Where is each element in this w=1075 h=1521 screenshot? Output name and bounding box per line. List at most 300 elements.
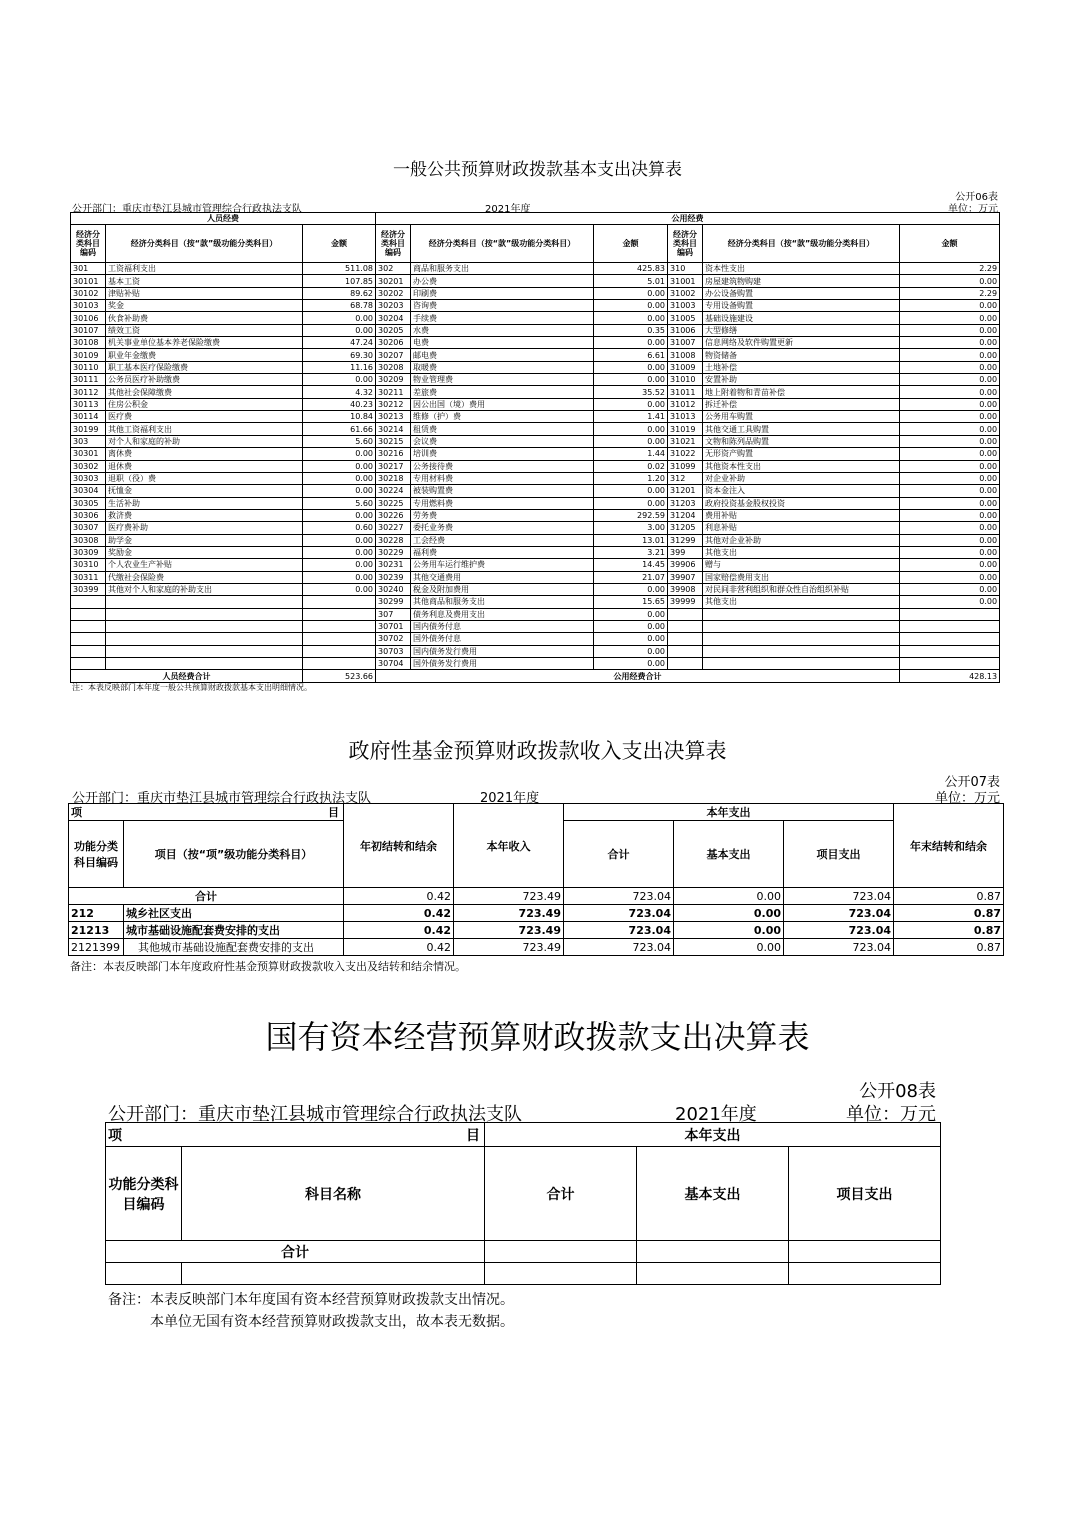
t06-col1-amount: 5.60	[303, 497, 376, 509]
t06-row	[71, 287, 1000, 299]
t07-row-value: 723.49	[454, 905, 564, 922]
t06-col3-amount: 0.00	[900, 423, 1000, 435]
t07-total-basic: 0.00	[674, 888, 784, 905]
t06-row	[71, 349, 1000, 361]
t06-col3-code: 31201	[668, 485, 703, 497]
t06-col1-name: 奖励金	[106, 546, 303, 558]
t06-col3-name: 其他支出	[703, 596, 900, 608]
t06-col3-amount: 0.00	[900, 534, 1000, 546]
t06-col1-amount: 0.00	[303, 460, 376, 472]
t06-col3-amount	[900, 620, 1000, 632]
t08-empty-name	[182, 1263, 485, 1285]
t06-col2-code: 30206	[376, 337, 411, 349]
t06-col3-name: 安置补助	[703, 374, 900, 386]
t06-col2-code: 30209	[376, 374, 411, 386]
t06-col1-name: 退休费	[106, 460, 303, 472]
t06-col2-name: 劳务费	[411, 509, 594, 521]
t06-col3-name: 资本性支出	[703, 263, 900, 275]
t06-col3-amount: 0.00	[900, 509, 1000, 521]
t06-col2-name: 差旅费	[411, 386, 594, 398]
t06-col2-code: 30228	[376, 534, 411, 546]
t06-col3-code: 31007	[668, 337, 703, 349]
t06-col1-code: 30307	[71, 522, 106, 534]
t06-col1-code	[71, 596, 106, 608]
t07-h-income: 本年收入	[454, 804, 564, 888]
t06-row	[71, 583, 1000, 595]
t06-col3-code: 31203	[668, 497, 703, 509]
t06-col2-code: 30229	[376, 546, 411, 558]
t06-col1-name: 其他工资福利支出	[106, 423, 303, 435]
t06-col2-code: 30240	[376, 583, 411, 595]
t06-col2-amount: 35.52	[594, 386, 668, 398]
t06-col2-code: 302	[376, 263, 411, 275]
t07-h-project: 项目支出	[784, 821, 894, 888]
t06-col2-amount: 425.83	[594, 263, 668, 275]
t06-col3-amount: 2.29	[900, 263, 1000, 275]
t06-col3-amount: 0.00	[900, 497, 1000, 509]
t06-col1-code: 30306	[71, 509, 106, 521]
t06-col3-code: 31010	[668, 374, 703, 386]
t06-col2-name: 国内债务付息	[411, 620, 594, 632]
t06-row	[71, 398, 1000, 410]
t06-col3-code: 31002	[668, 287, 703, 299]
t06-col1-name: 公务员医疗补助缴费	[106, 374, 303, 386]
t06-col3-name: 其他支出	[703, 546, 900, 558]
t06-col3-name: 地上附着物和青苗补偿	[703, 386, 900, 398]
t06-col1-amount	[303, 620, 376, 632]
t06-col3-name: 专用设备购置	[703, 300, 900, 312]
t06-col3-code: 31005	[668, 312, 703, 324]
t06-col2-name: 取暖费	[411, 361, 594, 373]
t08-h-spend: 本年支出	[485, 1123, 941, 1147]
t08-h-item	[106, 1123, 485, 1147]
t06-col2-amount: 6.61	[594, 349, 668, 361]
t08-empty-code	[106, 1263, 182, 1285]
t06-col2-name: 工会经费	[411, 534, 594, 546]
t06-col3-code: 31013	[668, 411, 703, 423]
t06-col2-amount: 0.00	[594, 497, 668, 509]
t06-col3-name: 文物和陈列品购置	[703, 435, 900, 447]
t06-col1-amount: 0.00	[303, 374, 376, 386]
t06-col3-name: 其他对企业补助	[703, 534, 900, 546]
t06-col3-amount: 0.00	[900, 571, 1000, 583]
t08-empty-total	[485, 1263, 637, 1285]
t07-row-value: 0.42	[344, 939, 454, 956]
t06-title: 一般公共预算财政拨款基本支出决算表	[393, 160, 682, 180]
t06-col1-code: 30108	[71, 337, 106, 349]
t06-total-public-label: 公用经费合计	[376, 670, 900, 682]
t06-h-code-1: 经济分类科目编码	[71, 225, 106, 263]
t06-col1-name: 工资福利支出	[106, 263, 303, 275]
t08-total-row	[106, 1241, 941, 1263]
t07-table	[68, 803, 1004, 956]
t08-table	[105, 1122, 941, 1285]
t06-col3-name: 赠与	[703, 559, 900, 571]
t06-col2-amount: 0.00	[594, 300, 668, 312]
t06-col3-name: 其他交通工具购置	[703, 423, 900, 435]
t08-h-total: 合计	[485, 1147, 637, 1241]
t06-col3-code	[668, 608, 703, 620]
t08-empty-basic	[637, 1263, 789, 1285]
t06-col3-code: 31012	[668, 398, 703, 410]
t06-col2-amount: 0.00	[594, 645, 668, 657]
t07-row-value: 723.04	[784, 922, 894, 939]
t07-h-item-left: 项	[71, 806, 82, 819]
t08-year: 2021年度	[675, 1104, 757, 1125]
t06-row	[71, 497, 1000, 509]
t06-h-name-3: 经济分类科目（按“款”级功能分类科目）	[703, 225, 900, 263]
t07-total-project: 723.04	[784, 888, 894, 905]
t06-col1-amount: 0.00	[303, 559, 376, 571]
t06-col2-name: 因公出国（境）费用	[411, 398, 594, 410]
t06-col2-name: 专用材料费	[411, 472, 594, 484]
t06-col1-name: 医疗费	[106, 411, 303, 423]
t06-row	[71, 324, 1000, 336]
t06-col3-amount	[900, 608, 1000, 620]
t06-col2-name: 其他商品和服务支出	[411, 596, 594, 608]
t06-col1-name	[106, 596, 303, 608]
t06-col2-code: 30201	[376, 275, 411, 287]
t07-tag: 公开07表	[944, 775, 1000, 790]
t06-col3-amount: 0.00	[900, 398, 1000, 410]
t06-col1-amount: 0.00	[303, 324, 376, 336]
t08-basic-cell	[637, 1241, 789, 1263]
t06-col3-code: 310	[668, 263, 703, 275]
t06-col3-name: 公务用车购置	[703, 411, 900, 423]
t06-col2-name: 委托业务费	[411, 522, 594, 534]
t08-h-project: 项目支出	[789, 1147, 941, 1241]
t06-col3-amount: 0.00	[900, 411, 1000, 423]
t06-col2-amount: 3.00	[594, 522, 668, 534]
t06-col2-code: 30299	[376, 596, 411, 608]
t06-col1-code: 30199	[71, 423, 106, 435]
t06-col1-name: 助学金	[106, 534, 303, 546]
t07-row-value: 0.00	[674, 939, 784, 956]
t06-col1-amount: 0.00	[303, 509, 376, 521]
t06-col1-amount: 0.00	[303, 583, 376, 595]
t06-col1-amount	[303, 596, 376, 608]
t07-row	[69, 922, 1004, 939]
t06-col1-amount	[303, 645, 376, 657]
t06-col1-amount: 0.00	[303, 571, 376, 583]
t06-col3-name: 基础设施建设	[703, 312, 900, 324]
t06-col1-amount: 89.62	[303, 287, 376, 299]
t06-col3-amount: 0.00	[900, 472, 1000, 484]
t06-col3-code: 31001	[668, 275, 703, 287]
t06-col1-code: 30109	[71, 349, 106, 361]
t06-row	[71, 546, 1000, 558]
t06-col2-amount: 292.59	[594, 509, 668, 521]
t07-h-name: 项目（按“项”级功能分类科目）	[124, 821, 344, 888]
t06-col2-code: 30204	[376, 312, 411, 324]
t06-col1-name	[106, 633, 303, 645]
t06-col1-name: 津贴补贴	[106, 287, 303, 299]
t06-col3-name: 资本金注入	[703, 485, 900, 497]
t06-col3-name: 对企业补助	[703, 472, 900, 484]
t06-row	[71, 448, 1000, 460]
t06-col2-amount: 0.00	[594, 374, 668, 386]
t08-title: 国有资本经营预算财政拨款支出决算表	[265, 1018, 810, 1056]
t06-col1-amount: 4.32	[303, 386, 376, 398]
t06-col3-amount: 0.00	[900, 596, 1000, 608]
t06-col2-name: 水费	[411, 324, 594, 336]
t07-row-value: 723.04	[784, 905, 894, 922]
t06-col2-code: 307	[376, 608, 411, 620]
t06-col1-amount: 11.16	[303, 361, 376, 373]
t06-col3-code: 31099	[668, 460, 703, 472]
t06-col3-amount: 0.00	[900, 337, 1000, 349]
t08-h-item-left: 项	[108, 1127, 122, 1144]
t06-col1-code: 30399	[71, 583, 106, 595]
t06-col1-name: 职工基本医疗保险缴费	[106, 361, 303, 373]
t06-unit: 单位：万元	[948, 204, 998, 215]
t06-h-amount-2: 金额	[594, 225, 668, 263]
t07-row	[69, 939, 1004, 956]
t06-col1-amount: 10.84	[303, 411, 376, 423]
t06-total-person: 523.66	[303, 670, 376, 682]
t06-col2-name: 租赁费	[411, 423, 594, 435]
t06-col1-code: 30305	[71, 497, 106, 509]
t06-row	[71, 472, 1000, 484]
t06-col3-amount: 0.00	[900, 460, 1000, 472]
t07-unit: 单位：万元	[934, 791, 1000, 806]
t06-col2-code: 30202	[376, 287, 411, 299]
t06-row	[71, 312, 1000, 324]
t06-col3-amount: 0.00	[900, 275, 1000, 287]
t06-h-name-1: 经济分类科目（按“款”级功能分类科目）	[106, 225, 303, 263]
t06-h-name-2: 经济分类科目（按“款”级功能分类科目）	[411, 225, 594, 263]
t07-row-value: 0.42	[344, 905, 454, 922]
t06-col1-name: 对个人和家庭的补助	[106, 435, 303, 447]
t06-col1-name: 其他社会保障缴费	[106, 386, 303, 398]
t06-col1-amount: 0.00	[303, 546, 376, 558]
t07-total-begin: 0.42	[344, 888, 454, 905]
t06-col2-name: 福利费	[411, 546, 594, 558]
t06-col1-code: 30112	[71, 386, 106, 398]
t06-row	[71, 460, 1000, 472]
t06-col2-name: 债务利息及费用支出	[411, 608, 594, 620]
t06-col1-code: 30302	[71, 460, 106, 472]
t06-col1-name: 绩效工资	[106, 324, 303, 336]
t06-col1-amount: 0.00	[303, 534, 376, 546]
t06-col2-name: 商品和服务支出	[411, 263, 594, 275]
t08-total-cell	[485, 1241, 637, 1263]
t06-table	[70, 212, 1000, 683]
t06-col3-amount: 0.00	[900, 324, 1000, 336]
t06-col2-code: 30214	[376, 423, 411, 435]
t06-col1-amount: 68.78	[303, 300, 376, 312]
t06-col1-amount	[303, 658, 376, 670]
t06-col3-name: 大型修缮	[703, 324, 900, 336]
t06-col2-amount: 0.00	[594, 312, 668, 324]
t06-col1-code: 30311	[71, 571, 106, 583]
t06-col1-code: 30114	[71, 411, 106, 423]
t07-h-spend: 本年支出	[564, 804, 894, 821]
t06-group-person: 人员经费	[71, 213, 376, 225]
t06-col2-amount: 0.00	[594, 485, 668, 497]
t06-year: 2021年度	[485, 204, 531, 215]
t06-col2-name: 办公费	[411, 275, 594, 287]
t06-row	[71, 596, 1000, 608]
t07-row-name: 城市基础设施配套费安排的支出	[124, 922, 344, 939]
t06-col3-code: 31009	[668, 361, 703, 373]
t07-row-value: 0.87	[894, 905, 1004, 922]
t06-col1-amount: 5.60	[303, 435, 376, 447]
t07-h-end: 年末结转和结余	[894, 804, 1004, 888]
t06-col3-code	[668, 620, 703, 632]
t06-col2-code: 30205	[376, 324, 411, 336]
t08-unit: 单位：万元	[846, 1104, 936, 1125]
t06-col1-name: 基本工资	[106, 275, 303, 287]
t06-col3-amount: 0.00	[900, 485, 1000, 497]
t06-col3-code: 31021	[668, 435, 703, 447]
t06-tag: 公开06表	[955, 192, 998, 203]
t06-col2-amount: 13.01	[594, 534, 668, 546]
t06-col2-amount: 0.00	[594, 435, 668, 447]
t06-col1-amount: 47.24	[303, 337, 376, 349]
t06-col3-name: 对民间非营利组织和群众性自治组织补贴	[703, 583, 900, 595]
t06-col2-name: 其他交通费用	[411, 571, 594, 583]
t06-col2-amount: 14.45	[594, 559, 668, 571]
t07-total-label: 合计	[69, 888, 344, 905]
t06-col3-amount: 0.00	[900, 522, 1000, 534]
t06-col3-code: 39908	[668, 583, 703, 595]
t06-col1-amount	[303, 608, 376, 620]
t06-col2-name: 被装购置费	[411, 485, 594, 497]
t07-title: 政府性基金预算财政拨款收入支出决算表	[348, 739, 727, 763]
t06-col1-name	[106, 620, 303, 632]
t06-col2-code: 30211	[376, 386, 411, 398]
t06-col1-code	[71, 645, 106, 657]
t06-col1-amount: 69.30	[303, 349, 376, 361]
t06-h-amount-1: 金额	[303, 225, 376, 263]
t06-col3-code: 31299	[668, 534, 703, 546]
t06-col2-code: 30217	[376, 460, 411, 472]
t08-note2: 本单位无国有资本经营预算财政拨款支出，故本表无数据。	[150, 1314, 514, 1330]
t06-col3-amount: 0.00	[900, 546, 1000, 558]
t06-col1-amount	[303, 633, 376, 645]
t07-total-end: 0.87	[894, 888, 1004, 905]
t06-col2-code: 30703	[376, 645, 411, 657]
t06-col2-code: 30215	[376, 435, 411, 447]
t06-col2-name: 国外债务付息	[411, 633, 594, 645]
t06-col2-amount: 0.00	[594, 337, 668, 349]
t06-row	[71, 620, 1000, 632]
t06-row	[71, 275, 1000, 287]
t06-col1-code: 30308	[71, 534, 106, 546]
t08-h-item-right: 目	[466, 1127, 480, 1144]
t06-col3-code: 31022	[668, 448, 703, 460]
t06-col1-code: 30106	[71, 312, 106, 324]
t06-col1-name	[106, 645, 303, 657]
t06-col3-code: 31019	[668, 423, 703, 435]
t07-h-begin: 年初结转和结余	[344, 804, 454, 888]
t08-tag: 公开08表	[859, 1081, 936, 1102]
t06-col3-amount: 0.00	[900, 559, 1000, 571]
t06-col1-code: 30111	[71, 374, 106, 386]
t06-col1-name: 生活补助	[106, 497, 303, 509]
t08-h-name: 科目名称	[182, 1147, 485, 1241]
t06-col2-amount: 0.02	[594, 460, 668, 472]
t06-col2-name: 印刷费	[411, 287, 594, 299]
t06-col3-name	[703, 633, 900, 645]
t06-col2-amount: 0.00	[594, 658, 668, 670]
t06-col2-name: 手续费	[411, 312, 594, 324]
t06-col3-name	[703, 620, 900, 632]
t06-col1-amount: 0.00	[303, 485, 376, 497]
t08-h-code: 功能分类科目编码	[106, 1147, 182, 1241]
t06-note: 注：本表反映部门本年度一般公共预算财政拨款基本支出明细情况。	[72, 683, 312, 692]
t06-col2-code: 30226	[376, 509, 411, 521]
t06-col1-code: 30309	[71, 546, 106, 558]
t06-col1-code: 30113	[71, 398, 106, 410]
t06-col2-name: 公务用车运行维护费	[411, 559, 594, 571]
t06-col1-amount: 61.66	[303, 423, 376, 435]
t07-note: 备注：本表反映部门本年度政府性基金预算财政拨款收入支出及结转和结余情况。	[70, 960, 466, 973]
t06-row	[71, 608, 1000, 620]
t07-h-total: 合计	[564, 821, 674, 888]
t07-row-name: 城乡社区支出	[124, 905, 344, 922]
t06-col1-name: 机关事业单位基本养老保险缴费	[106, 337, 303, 349]
t07-total-spend: 723.04	[564, 888, 674, 905]
t06-col2-name: 专用燃料费	[411, 497, 594, 509]
t06-col3-amount: 0.00	[900, 386, 1000, 398]
t07-row-value: 723.49	[454, 939, 564, 956]
t07-h-item	[69, 804, 344, 821]
t07-dept: 公开部门：重庆市垫江县城市管理综合行政执法支队	[72, 791, 372, 806]
t06-col3-name	[703, 608, 900, 620]
t06-col3-code: 39999	[668, 596, 703, 608]
t06-col3-name	[703, 645, 900, 657]
t06-col1-name: 代缴社会保险费	[106, 571, 303, 583]
t06-row	[71, 534, 1000, 546]
t06-row	[71, 263, 1000, 275]
t06-col3-code	[668, 658, 703, 670]
t07-row-code: 212	[69, 905, 124, 922]
t06-col2-amount: 0.00	[594, 620, 668, 632]
t06-col3-code	[668, 645, 703, 657]
t06-col2-name: 公务接待费	[411, 460, 594, 472]
t08-note1: 备注：本表反映部门本年度国有资本经营预算财政拨款支出情况。	[108, 1292, 514, 1308]
t06-col1-amount: 0.60	[303, 522, 376, 534]
t07-row-value: 723.04	[564, 922, 674, 939]
t06-col3-code: 312	[668, 472, 703, 484]
t06-col1-name: 退职（役）费	[106, 472, 303, 484]
t06-col2-name: 电费	[411, 337, 594, 349]
t06-col2-code: 30218	[376, 472, 411, 484]
t06-col3-amount: 0.00	[900, 361, 1000, 373]
t06-total-person-label: 人员经费合计	[71, 670, 303, 682]
t06-col1-name: 伙食补助费	[106, 312, 303, 324]
t07-row-value: 0.87	[894, 922, 1004, 939]
t06-col2-code: 30239	[376, 571, 411, 583]
t06-col1-code: 30110	[71, 361, 106, 373]
t06-col3-name: 拆迁补偿	[703, 398, 900, 410]
t06-col3-name: 土地补偿	[703, 361, 900, 373]
t06-col2-name: 国内债务发行费用	[411, 645, 594, 657]
t06-row	[71, 485, 1000, 497]
t06-col2-amount: 5.01	[594, 275, 668, 287]
t06-col2-code: 30207	[376, 349, 411, 361]
t06-col1-code: 301	[71, 263, 106, 275]
t07-row-value: 723.49	[454, 922, 564, 939]
t06-col2-code: 30203	[376, 300, 411, 312]
t06-col2-name: 培训费	[411, 448, 594, 460]
t06-col3-amount	[900, 658, 1000, 670]
t06-col2-amount: 1.41	[594, 411, 668, 423]
t06-col1-name: 个人农业生产补贴	[106, 559, 303, 571]
t06-col3-code: 39907	[668, 571, 703, 583]
